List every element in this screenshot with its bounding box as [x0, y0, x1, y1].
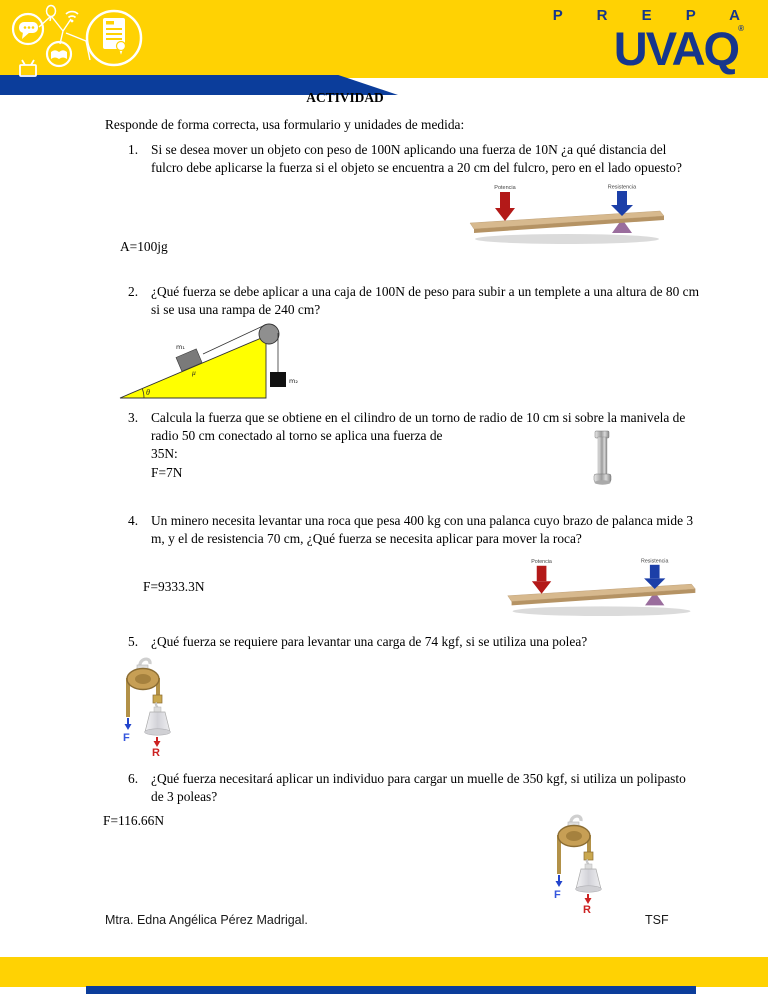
footer-yellow-band [0, 957, 768, 987]
mass2-box [270, 372, 286, 387]
potencia-label: Potencia [531, 558, 552, 565]
pulley-wheel [259, 324, 279, 344]
resistance-label: R [583, 904, 591, 914]
resistance-arrow [585, 894, 592, 904]
answer-6: F=116.66N [103, 813, 164, 828]
certificate-document-icon [87, 11, 141, 65]
question-2 [128, 283, 701, 319]
potencia-arrow [532, 566, 551, 594]
question-text: Si se desea mover un objeto con peso de 100N aplicando una fuerza de 10N ¿a qué distancia del fulcro debe aplicarse la fuerza si el objeto se encuentra a 20 cm del fulcro, pero en el lado opuesto? [151, 142, 682, 176]
friction-label: μ [192, 368, 196, 377]
uvaq-logo [552, 7, 755, 75]
question-5 [128, 633, 701, 651]
potencia-arrow [495, 192, 515, 221]
question-text: Calcula la fuerza que se obtiene en el cilindro de un torno de radio de 10 cm si sobre la manivela de radio 50 cm conectado al torno se aplica una fuerza de [151, 410, 686, 444]
question-1 [128, 141, 701, 177]
header-icon-cluster [6, 2, 186, 82]
shadow [475, 234, 659, 244]
footer-code: TSF [645, 913, 669, 927]
rope-connector [153, 695, 162, 703]
shadow [513, 606, 691, 616]
force-label: F [554, 889, 561, 901]
chat-bubble-icon [13, 14, 43, 44]
weight-base [145, 729, 171, 735]
resistencia-arrow [611, 191, 633, 216]
question-3 [128, 409, 701, 482]
page-title: ACTIVIDAD [306, 90, 384, 105]
question-number: 3. [128, 410, 139, 425]
answer-4: F=9333.3N [143, 579, 205, 594]
angle-label: θ [146, 388, 150, 397]
resistance-label: R [152, 747, 160, 757]
open-book-icon [47, 42, 71, 66]
question-4 [128, 512, 701, 548]
intro-text: Responde de forma correcta, usa formulario y unidades de medida: [105, 117, 465, 132]
bolt-shaft [598, 437, 607, 475]
lever-figure-2 [500, 556, 705, 620]
pulley-hub [566, 831, 582, 841]
question-number: 6. [128, 771, 139, 786]
force-arrow [556, 875, 563, 887]
question-text: ¿Qué fuerza necesitará aplicar un individuo para cargar un muelle de 350 kgf, si utiliza un polipasto de 3 poleas? [151, 771, 686, 805]
winch-cylinder-figure [589, 430, 615, 486]
registered-mark: ® [738, 24, 744, 33]
resistencia-arrow [644, 565, 665, 589]
mass1-label: m₁ [176, 343, 185, 351]
lever-figure-1 [462, 183, 674, 247]
resistencia-label: Resistencia [607, 184, 637, 191]
weight-base [576, 886, 602, 892]
question-number: 4. [128, 513, 139, 528]
inclined-plane-figure [116, 320, 306, 404]
question-number: 1. [128, 142, 139, 157]
resistencia-label: Resistencia [641, 558, 669, 565]
question-text: ¿Qué fuerza se requiere para levantar una carga de 74 kgf, si se utiliza una polea? [151, 634, 588, 649]
ramp-triangle [120, 336, 266, 398]
pulley-figure-1 [112, 655, 174, 757]
pulley-figure-2 [543, 812, 605, 914]
force-label: F [123, 732, 130, 744]
logo-uvaq-text: UVAQ® [613, 22, 744, 75]
mass2-label: m₂ [289, 377, 298, 385]
footer-blue-band [86, 986, 696, 994]
question-6 [128, 770, 701, 806]
answer-1: A=100jg [120, 239, 168, 254]
question-text: ¿Qué fuerza se debe aplicar a una caja de 100N de peso para subir a un templete a una altura de 80 cm si se usa una rampa de 240 cm? [151, 284, 700, 318]
question-number: 5. [128, 634, 139, 649]
question-text: Un minero necesita levantar una roca que pesa 400 kg con una palanca cuyo brazo de palanca mide 3 m, y el de resistencia 70 cm, ¿Qué fuerza se necesita aplicar para mover la roca? [151, 513, 694, 547]
question-text-line2: 35N: [151, 446, 178, 462]
footer-author: Mtra. Edna Angélica Pérez Madrigal. [105, 913, 308, 927]
potencia-label: Potencia [494, 185, 516, 191]
logo-prepa-text: P R E P A [552, 7, 755, 24]
answer-3: F=7N [151, 464, 183, 480]
wifi-icon [66, 12, 78, 23]
tv-icon [20, 60, 36, 76]
pulley-hub [135, 674, 151, 684]
bolt-base-shadow [595, 480, 611, 484]
resistance-arrow [154, 737, 161, 747]
question-number: 2. [128, 284, 139, 299]
force-arrow [125, 718, 132, 730]
rope-connector [584, 852, 593, 860]
